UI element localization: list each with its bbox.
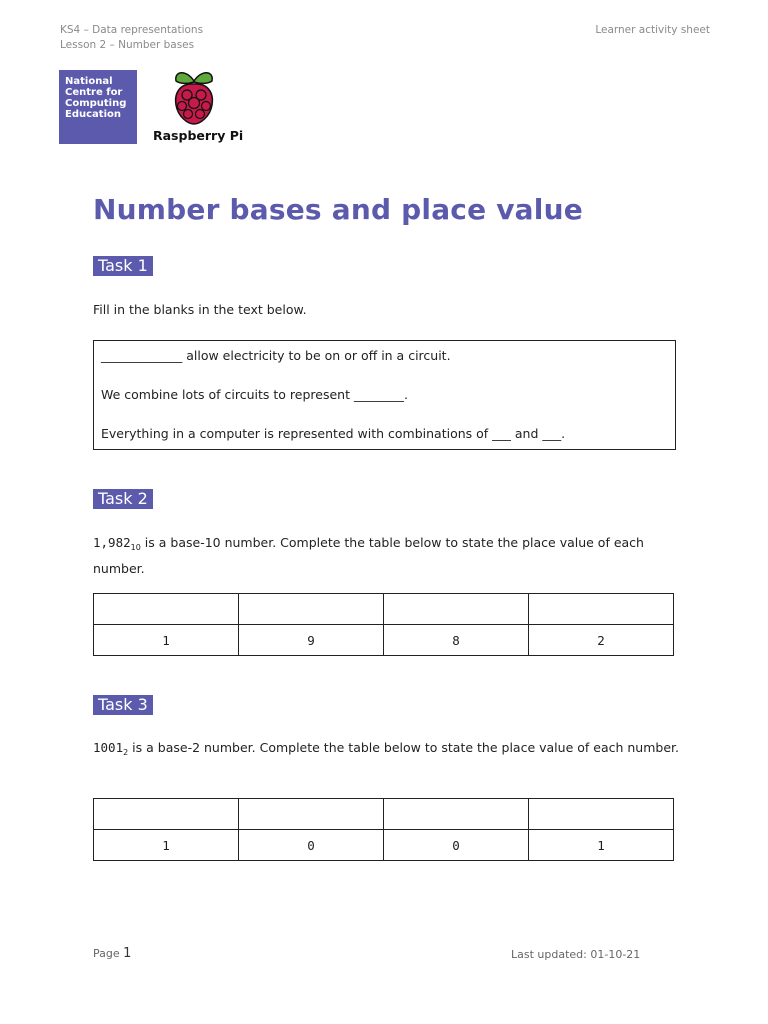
place-value-cell[interactable] bbox=[94, 594, 239, 625]
digit-cell: 0 bbox=[384, 830, 529, 861]
course-title: KS4 – Data representations bbox=[60, 24, 204, 36]
last-updated: Last updated: 01-10-21 bbox=[511, 948, 641, 961]
task-1-instruction: Fill in the blanks in the text below. bbox=[93, 302, 307, 317]
digit-cell: 2 bbox=[529, 625, 674, 656]
task-3-instruction bbox=[93, 737, 683, 763]
task-1-label: Task 1 bbox=[93, 256, 153, 276]
ncce-logo-line: Centre for bbox=[65, 87, 123, 98]
digit-cell: 8 bbox=[384, 625, 529, 656]
place-value-cell[interactable] bbox=[94, 799, 239, 830]
place-value-cell[interactable] bbox=[239, 799, 384, 830]
page-footer bbox=[93, 946, 131, 961]
digit-cell: 0 bbox=[239, 830, 384, 861]
table-row bbox=[94, 625, 674, 656]
task-2-text: is a base-10 number. Complete the table below to state the place value of each number. bbox=[93, 535, 644, 576]
place-value-cell[interactable] bbox=[529, 799, 674, 830]
task-2-instruction bbox=[93, 532, 683, 579]
sheet-type: Learner activity sheet bbox=[595, 24, 710, 36]
blank-sentence: We combine lots of circuits to represent ________. bbox=[101, 387, 408, 402]
fill-in-blanks-box bbox=[93, 340, 676, 450]
ncce-logo bbox=[59, 70, 137, 144]
raspberry-pi-logo-text: Raspberry Pi bbox=[153, 128, 244, 143]
table-row bbox=[94, 799, 674, 830]
digit-cell: 1 bbox=[529, 830, 674, 861]
task-3-text: is a base-2 number. Complete the table below to state the place value of each number. bbox=[128, 740, 679, 755]
digit-cell: 1 bbox=[94, 830, 239, 861]
page-label: Page bbox=[93, 947, 124, 960]
table-row bbox=[94, 594, 674, 625]
task-2-number: 1,982 bbox=[93, 535, 131, 550]
place-value-cell[interactable] bbox=[384, 799, 529, 830]
place-value-cell[interactable] bbox=[239, 594, 384, 625]
ncce-logo-line: Computing bbox=[65, 98, 127, 109]
table-row bbox=[94, 830, 674, 861]
task-3-place-value-table bbox=[93, 798, 674, 861]
raspberry-pi-icon bbox=[170, 67, 218, 127]
page-title: Number bases and place value bbox=[93, 193, 583, 226]
task-3-base-subscript: 2 bbox=[123, 748, 129, 757]
lesson-title: Lesson 2 – Number bases bbox=[60, 39, 195, 51]
task-3-number: 1001 bbox=[93, 740, 124, 755]
task-2-base-subscript: 10 bbox=[130, 543, 141, 552]
task-3-label: Task 3 bbox=[93, 695, 153, 715]
digit-cell: 9 bbox=[239, 625, 384, 656]
page-number: 1 bbox=[123, 946, 132, 961]
task-2-place-value-table bbox=[93, 593, 674, 656]
document-header-left bbox=[60, 23, 203, 53]
blank-sentence: Everything in a computer is represented with combinations of ___ and ___. bbox=[101, 426, 566, 441]
task-2-label: Task 2 bbox=[93, 489, 153, 509]
place-value-cell[interactable] bbox=[529, 594, 674, 625]
digit-cell: 1 bbox=[94, 625, 239, 656]
place-value-cell[interactable] bbox=[384, 594, 529, 625]
blank-sentence: _____________ allow electricity to be on or off in a circuit. bbox=[101, 348, 451, 363]
ncce-logo-line: Education bbox=[65, 109, 121, 120]
ncce-logo-line: National bbox=[65, 76, 113, 87]
